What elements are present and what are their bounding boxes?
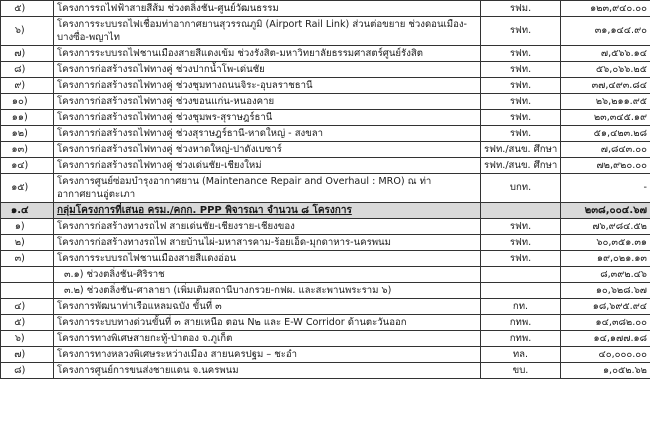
table-row <box>1 1 650 17</box>
agency-cell <box>481 283 561 299</box>
row-number: ๘) <box>1 62 39 78</box>
row-number: ๑๒) <box>1 126 39 142</box>
table-row <box>1 315 650 331</box>
amount-cell: ๑๙,๐๒๑.๑๓ <box>561 251 650 267</box>
row-number: ๗) <box>1 46 39 62</box>
amount-cell: ๑๒๓,๙๔๐.๐๐ <box>561 1 650 17</box>
row-spacer <box>39 203 54 219</box>
amount-cell: ๓๗,๔๙๓.๘๔ <box>561 78 650 94</box>
row-spacer <box>39 267 54 283</box>
project-name: โครงการพัฒนาท่าเรือแหลมฉบัง ขั้นที่ ๓ <box>54 299 481 315</box>
row-number: ๖) <box>1 17 39 46</box>
project-name: โครงการทางหลวงพิเศษระหว่างเมือง สายนครปฐม – ชะอำ <box>54 347 481 363</box>
row-spacer <box>39 347 54 363</box>
row-spacer <box>39 62 54 78</box>
amount-cell: ๓๑,๑๔๔.๙๐ <box>561 17 650 46</box>
amount-cell: ๑๔,๑๗๗.๑๘ <box>561 331 650 347</box>
agency-cell: รฟท. <box>481 219 561 235</box>
amount-cell: ๗๒,๙๒๐.๐๐ <box>561 158 650 174</box>
agency-cell: รฟท. <box>481 251 561 267</box>
project-name: โครงการก่อสร้างทางรถไฟ สายเด่นชัย-เชียงราย-เชียงของ <box>54 219 481 235</box>
row-number: ๑๕) <box>1 174 39 203</box>
agency-cell: รฟท. <box>481 126 561 142</box>
row-spacer <box>39 174 54 203</box>
project-name: โครงการรถไฟฟ้าสายสีส้ม ช่วงตลิ่งชัน-ศูนย์วัฒนธรรม <box>54 1 481 17</box>
row-spacer <box>39 94 54 110</box>
agency-cell: รฟท. <box>481 110 561 126</box>
row-spacer <box>39 283 54 299</box>
table-row <box>1 219 650 235</box>
project-name: โครงการก่อสร้างรถไฟทางคู่ ช่วงสุราษฎร์ธานี-หาดใหญ่ - สงขลา <box>54 126 481 142</box>
agency-cell: รฟท. <box>481 62 561 78</box>
agency-cell: รฟท. <box>481 78 561 94</box>
agency-cell: รฟท. <box>481 235 561 251</box>
amount-cell: ๗,๘๔๓.๐๐ <box>561 142 650 158</box>
project-name: ๓.๑) ช่วงตลิ่งชัน-ศิริราช <box>54 267 481 283</box>
project-name: โครงการก่อสร้างรถไฟทางคู่ ช่วงชุมทางถนนจิระ-อุบลราชธานี <box>54 78 481 94</box>
amount-cell: ๒๓๘,๐๐๔.๖๗ <box>561 203 650 219</box>
row-number: ๖) <box>1 331 39 347</box>
amount-cell: ๗๖,๙๘๔.๕๒ <box>561 219 650 235</box>
row-spacer <box>39 331 54 347</box>
group-row <box>1 203 650 219</box>
row-spacer <box>39 126 54 142</box>
row-spacer <box>39 251 54 267</box>
project-name: โครงการระบบรถไฟชานเมืองสายสีแดงเข้ม ช่วงรังสิต-มหาวิทยาลัยธรรมศาสตร์ศูนย์รังสิต <box>54 46 481 62</box>
table-row <box>1 126 650 142</box>
agency-cell: รฟท. <box>481 46 561 62</box>
row-spacer <box>39 158 54 174</box>
table-row <box>1 17 650 46</box>
row-number: ๑๓) <box>1 142 39 158</box>
row-spacer <box>39 142 54 158</box>
table-row <box>1 174 650 203</box>
agency-cell <box>481 203 561 219</box>
table-row <box>1 142 650 158</box>
row-number: ๑) <box>1 219 39 235</box>
table-row <box>1 331 650 347</box>
row-spacer <box>39 17 54 46</box>
agency-cell: ทล. <box>481 347 561 363</box>
amount-cell: ๗,๕๖๖.๑๔ <box>561 46 650 62</box>
row-number: ๑.๔ <box>1 203 39 219</box>
table-row <box>1 158 650 174</box>
row-spacer <box>39 78 54 94</box>
row-number: ๑๐) <box>1 94 39 110</box>
row-spacer <box>39 219 54 235</box>
table-row <box>1 235 650 251</box>
agency-cell: บกท. <box>481 174 561 203</box>
agency-cell: ขบ. <box>481 363 561 379</box>
project-name: โครงการศูนย์ซ่อมบำรุงอากาศยาน (Maintenance Repair and Overhaul : MRO) ณ ท่าอากาศยานอู่ตะเภา <box>54 174 481 203</box>
table-row <box>1 347 650 363</box>
amount-cell: ๕๑,๔๒๓.๒๘ <box>561 126 650 142</box>
agency-cell: กทพ. <box>481 331 561 347</box>
table-row <box>1 299 650 315</box>
row-spacer <box>39 46 54 62</box>
table-row <box>1 78 650 94</box>
row-number: ๙) <box>1 78 39 94</box>
row-spacer <box>39 235 54 251</box>
amount-cell: ๑๐,๖๒๘.๖๗ <box>561 283 650 299</box>
amount-cell: ๑๔,๓๘๒.๐๐ <box>561 315 650 331</box>
project-name: โครงการทางพิเศษสายกะทู้-ป่าตอง จ.ภูเก็ต <box>54 331 481 347</box>
agency-cell: รฟท./สนข. ศึกษา <box>481 142 561 158</box>
amount-cell: ๑,๐๕๒.๖๒ <box>561 363 650 379</box>
row-number: ๑๔) <box>1 158 39 174</box>
project-name: โครงการระบบรถไฟเชื่อมท่าอากาศยานสุวรรณภูมิ (Airport Rail Link) ส่วนต่อขยาย ช่วงดอนเมือง-บางซื่อ-พญาไท <box>54 17 481 46</box>
table-row <box>1 46 650 62</box>
table-row <box>1 62 650 78</box>
row-spacer <box>39 363 54 379</box>
amount-cell: ๖๐,๓๕๑.๓๑ <box>561 235 650 251</box>
row-number: ๗) <box>1 347 39 363</box>
row-number: ๕) <box>1 315 39 331</box>
row-spacer <box>39 1 54 17</box>
agency-cell: กทพ. <box>481 315 561 331</box>
row-number: ๑๑) <box>1 110 39 126</box>
row-number <box>1 283 39 299</box>
project-name: โครงการก่อสร้างรถไฟทางคู่ ช่วงชุมพร-สุราษฎร์ธานี <box>54 110 481 126</box>
amount-cell: ๘,๓๙๒.๔๖ <box>561 267 650 283</box>
table-row <box>1 267 650 283</box>
project-name: กลุ่มโครงการที่เสนอ ครม./คกก. PPP พิจารณา จำนวน ๘ โครงการ <box>54 203 481 219</box>
project-name: โครงการก่อสร้างทางรถไฟ สายบ้านไผ่-มหาสารคาม-ร้อยเอ็ด-มุกดาหาร-นครพนม <box>54 235 481 251</box>
table-row <box>1 283 650 299</box>
row-number: ๕) <box>1 1 39 17</box>
project-name: โครงการก่อสร้างรถไฟทางคู่ ช่วงขอนแก่น-หนองคาย <box>54 94 481 110</box>
project-name: โครงการก่อสร้างรถไฟทางคู่ ช่วงเด่นชัย-เชียงใหม่ <box>54 158 481 174</box>
project-name: โครงการก่อสร้างรถไฟทางคู่ ช่วงหาดใหญ่-ปาดังเบซาร์ <box>54 142 481 158</box>
project-name: โครงการระบบรถไฟชานเมืองสายสีแดงอ่อน <box>54 251 481 267</box>
project-name: โครงการศูนย์การขนส่งชายแดน จ.นครพนม <box>54 363 481 379</box>
table-row <box>1 363 650 379</box>
table-row <box>1 110 650 126</box>
amount-cell: ๔๐,๐๐๐.๐๐ <box>561 347 650 363</box>
row-spacer <box>39 299 54 315</box>
row-spacer <box>39 110 54 126</box>
agency-cell: รฟท./สนข. ศึกษา <box>481 158 561 174</box>
agency-cell: รฟท. <box>481 17 561 46</box>
row-number: ๓) <box>1 251 39 267</box>
project-name: โครงการระบบทางด่วนขั้นที่ ๓ สายเหนือ ตอน N๒ และ E-W Corridor ด้านตะวันออก <box>54 315 481 331</box>
agency-cell: รฟม. <box>481 1 561 17</box>
row-spacer <box>39 315 54 331</box>
amount-cell: ๒๓,๓๔๕.๑๙ <box>561 110 650 126</box>
agency-cell: รฟท. <box>481 94 561 110</box>
agency-cell <box>481 267 561 283</box>
row-number <box>1 267 39 283</box>
row-number: ๒) <box>1 235 39 251</box>
amount-cell: ๕๖,๐๖๖.๒๕ <box>561 62 650 78</box>
table-row <box>1 251 650 267</box>
row-number: ๔) <box>1 299 39 315</box>
agency-cell: กท. <box>481 299 561 315</box>
amount-cell: ๒๖,๒๑๑.๙๕ <box>561 94 650 110</box>
row-number: ๘) <box>1 363 39 379</box>
table-row <box>1 94 650 110</box>
project-name: โครงการก่อสร้างรถไฟทางคู่ ช่วงปากน้ำโพ-เด่นชัย <box>54 62 481 78</box>
amount-cell: ๑๘,๖๙๕.๙๔ <box>561 299 650 315</box>
project-name: ๓.๒) ช่วงตลิ่งชัน-ศาลายา (เพิ่มเติมสถานีบางกรวย-กฟผ. และสะพานพระราม ๖) <box>54 283 481 299</box>
amount-cell: - <box>561 174 650 203</box>
